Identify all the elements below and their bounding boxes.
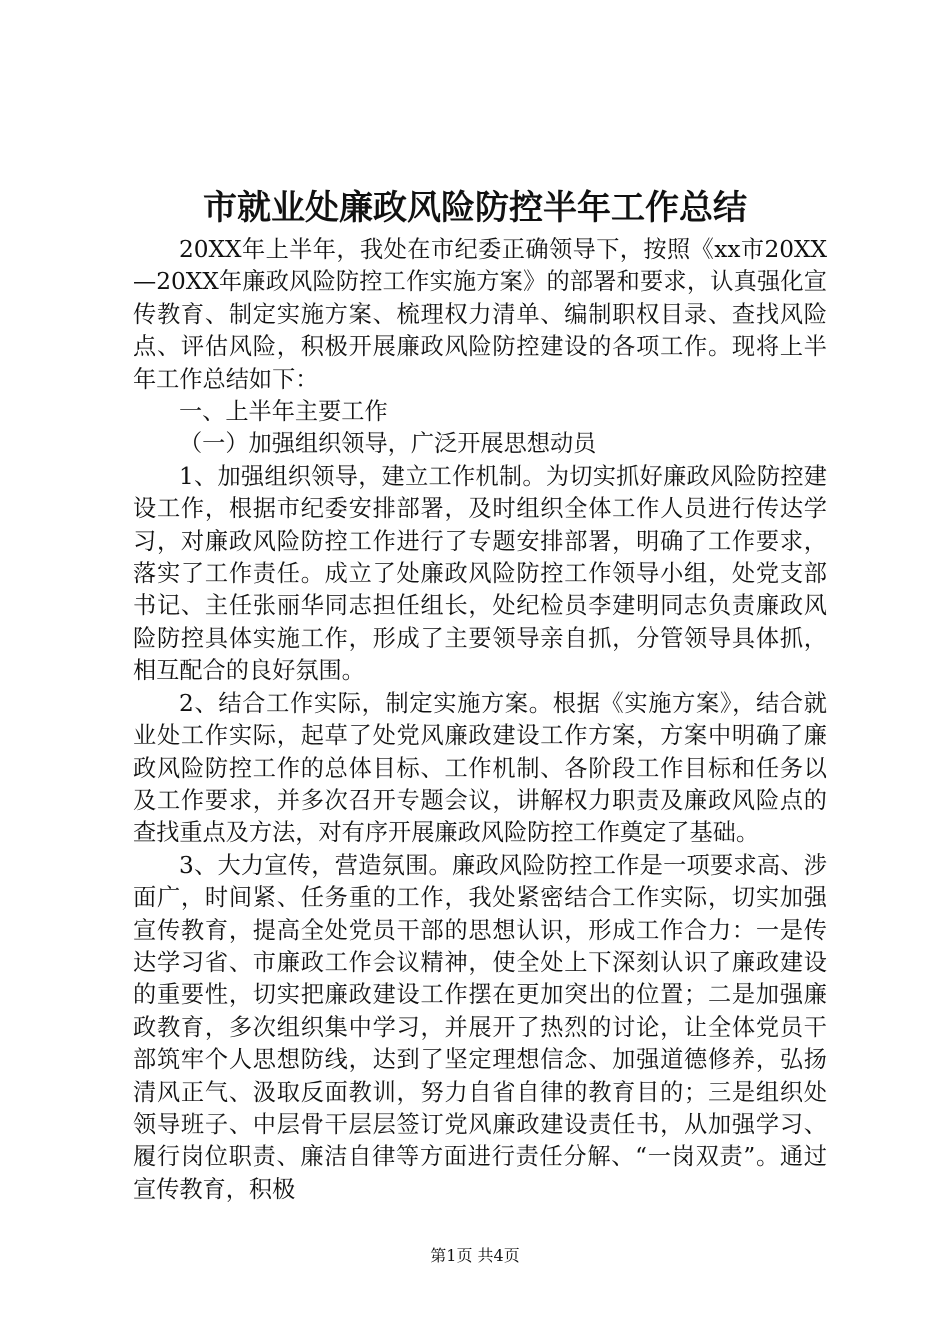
document-title: 市就业处廉政风险防控半年工作总结 [203, 188, 747, 228]
paragraph-item-1: 1、加强组织领导，建立工作机制。为切实抓好廉政风险防控建设工作，根据市纪委安排部署，及时组织全体工作人员进行传达学习，对廉政风险防控工作进行了专题安排部署，明确了工作要求，落实了工作责任。成立了处廉政风险防控工作领导小组，处党支部书记、主任张丽华同志担任组长，处纪检员李建明同志负责廉政风险防控具体实施工作，形成了主要领导亲自抓，分管领导具体抓，相互配合的良好氛围。 [133, 462, 827, 685]
subsection-heading: （一）加强组织领导，广泛开展思想动员 [179, 430, 597, 458]
paragraph-item-2: 2、结合工作实际，制定实施方案。根据《实施方案》，结合就业处工作实际，起草了处党风廉政建设工作方案，方案中明确了廉政风险防控工作的总体目标、工作机制、各阶段工作目标和任务以及工作要求，并多次召开专题会议，讲解权力职责及廉政风险点的查找重点及方法，对有序开展廉政风险防控工作奠定了基础。 [133, 689, 827, 847]
section-heading: 一、上半年主要工作 [179, 398, 388, 426]
page-footer: 第1页 共4页 [430, 1246, 520, 1265]
document-body [133, 234, 827, 1206]
paragraph-item-3: 3、大力宣传，营造氛围。廉政风险防控工作是一项要求高、涉面广，时间紧、任务重的工作，我处紧密结合工作实际，切实加强宣传教育，提高全处党员干部的思想认识，形成工作合力：一是传达学习省、市廉政工作会议精神，使全处上下深刻认识了廉政建设的重要性，切实把廉政建设工作摆在更加突出的位置；二是加强廉政教育，多次组织集中学习，并展开了热烈的讨论，让全体党员干部筑牢个人思想防线，达到了坚定理想信念、加强道德修养，弘扬清风正气、汲取反面教训，努力自省自律的教育目的；三是组织处领导班子、中层骨干层层签订党风廉政建设责任书，从加强学习、履行岗位职责、廉洁自律等方面进行责任分解、“一岗双责”。通过宣传教育，积极 [133, 851, 827, 1203]
paragraph-intro: 20XX年上半年，我处在市纪委正确领导下，按照《xx市20XX—20XX年廉政风险防控工作实施方案》的部署和要求，认真强化宣传教育、制定实施方案、梳理权力清单、编制职权目录、查找风险点、评估风险，积极开展廉政风险防控建设的各项工作。现将上半年工作总结如下： [133, 236, 827, 393]
